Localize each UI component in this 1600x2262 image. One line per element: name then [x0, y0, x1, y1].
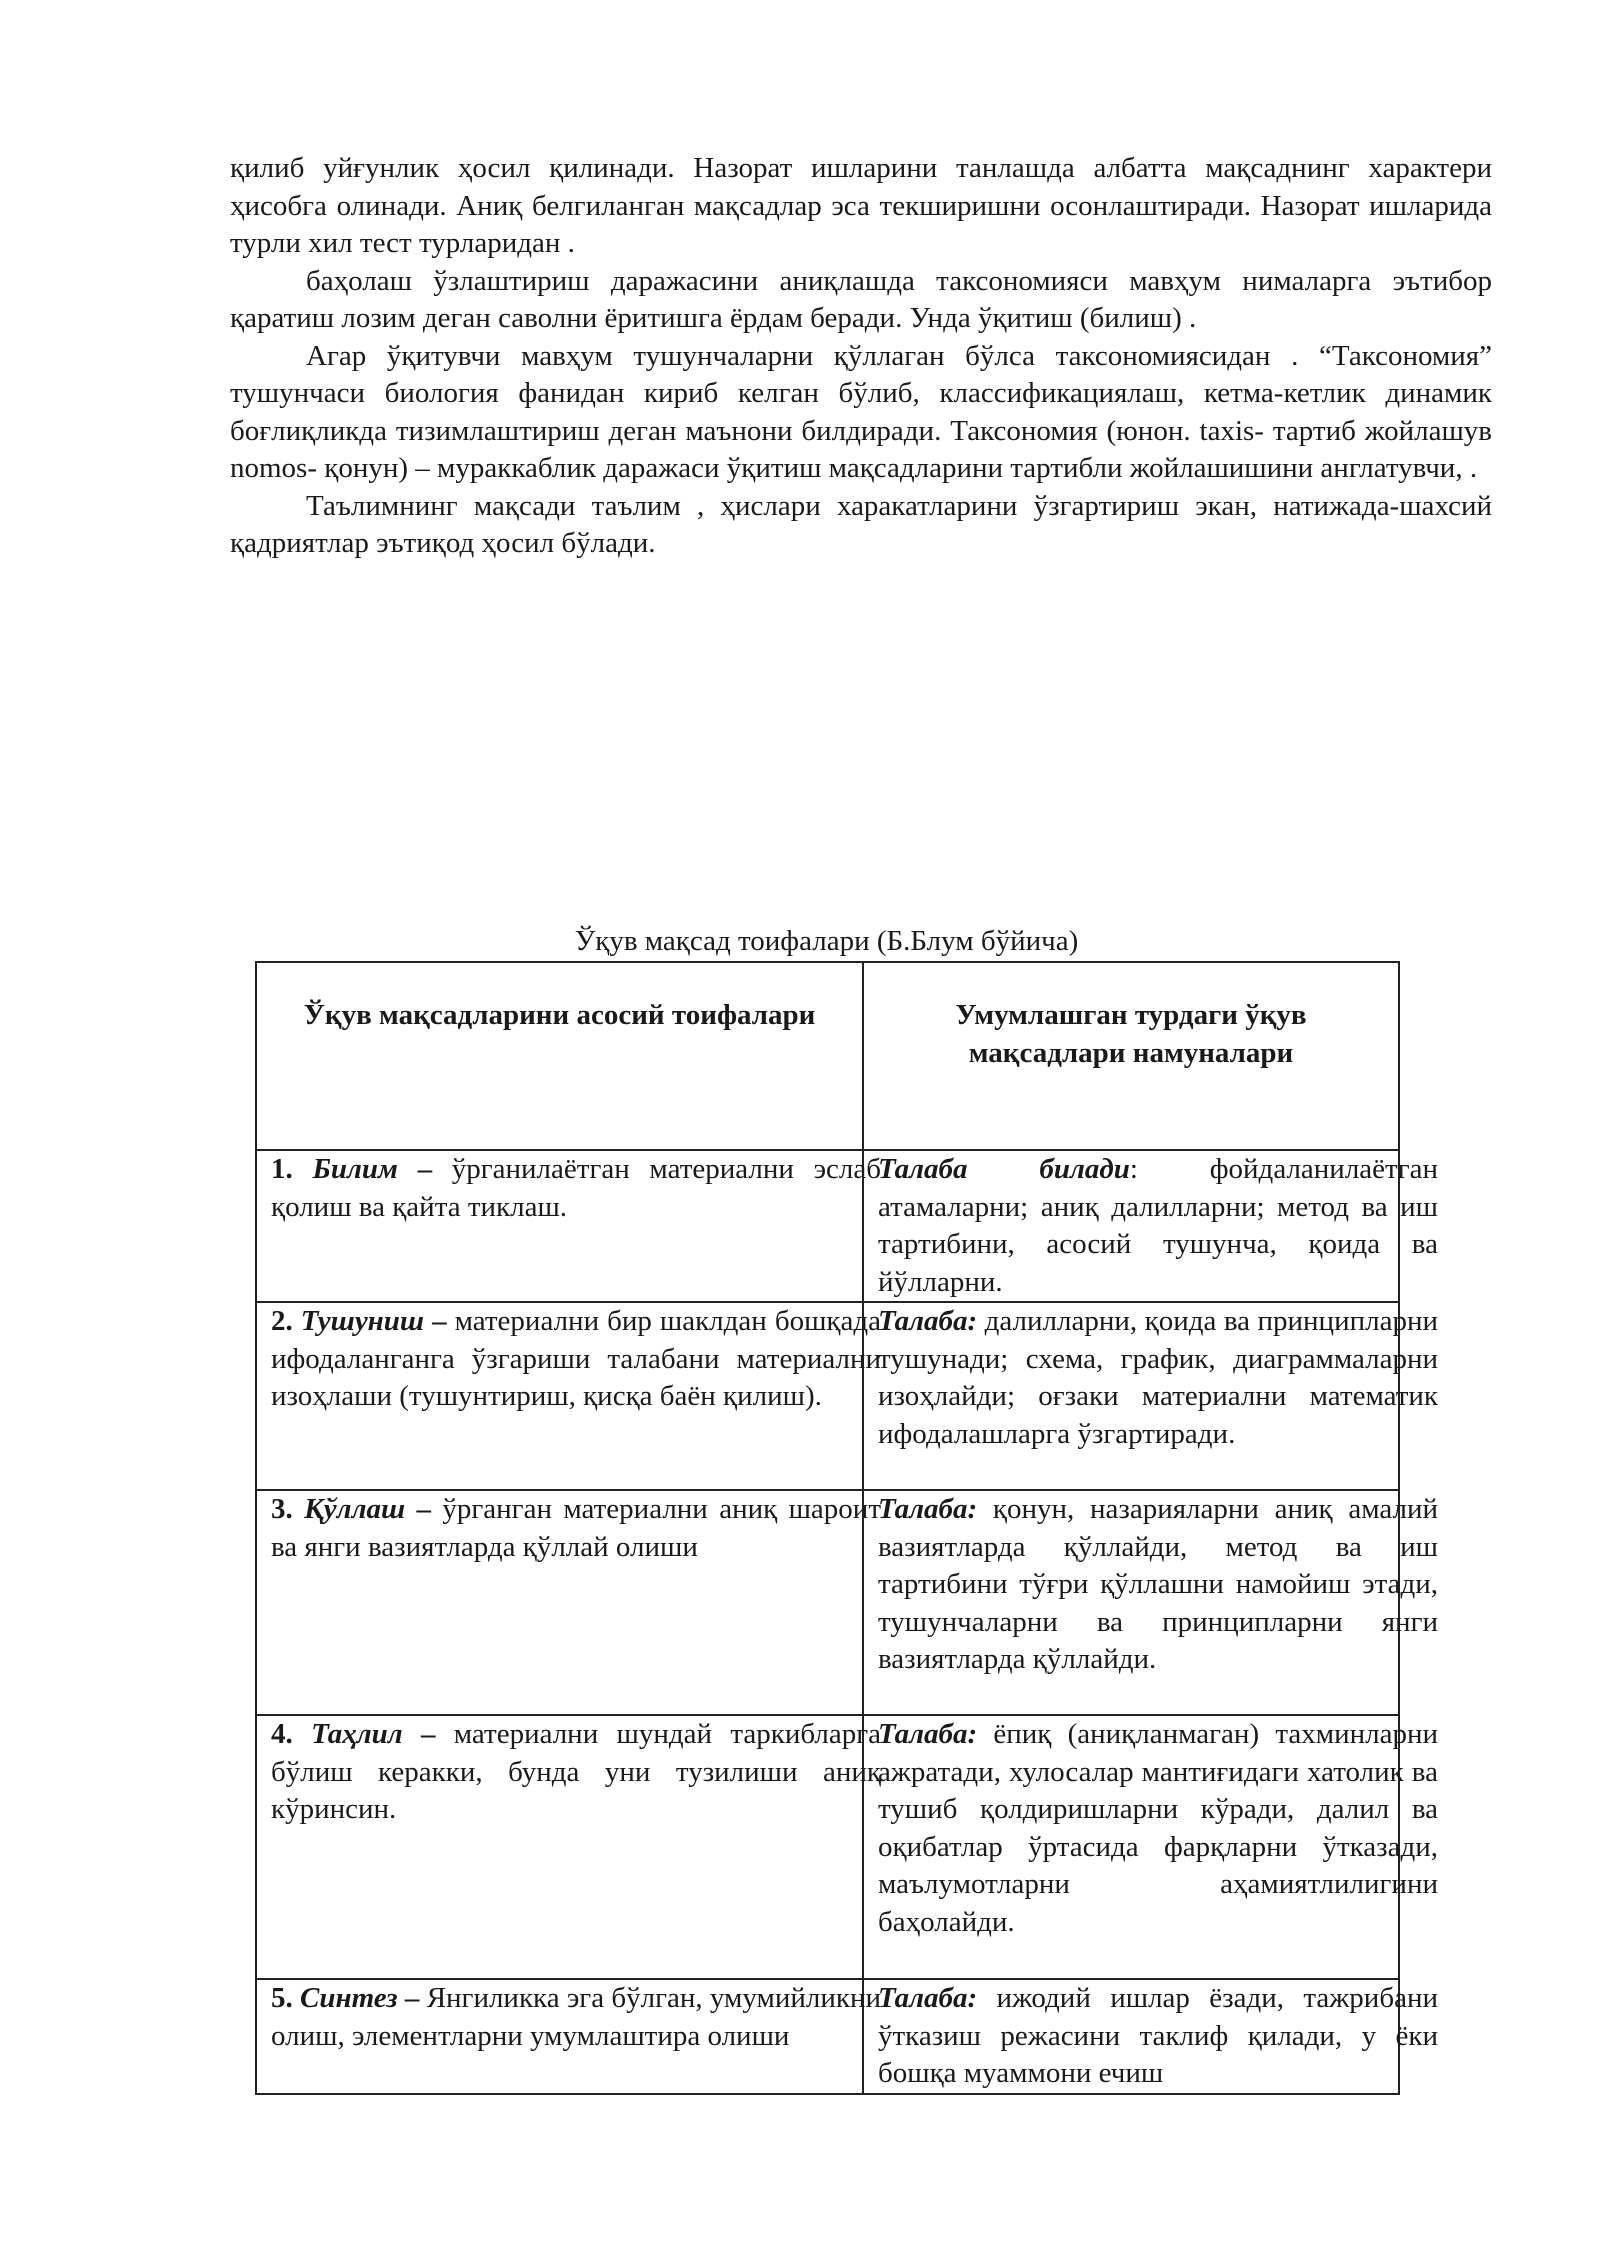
category-term: Таҳлил	[311, 1718, 403, 1750]
category-cell	[256, 1302, 881, 1490]
body-text	[230, 150, 1492, 563]
table-header-row	[256, 962, 1399, 1150]
example-cell	[863, 1150, 1438, 1302]
example-text: ижодий ишлар ёзади, тажрибани ўтказиш режасини таклиф қилади, у ёки бошқа муаммони ечиш	[878, 1982, 1438, 2089]
paragraph-4: Таълимнинг мақсади таълим , ҳислари харакатларини ўзгартириш экан, натижада-шахсий қадриятлар эътиқод ҳосил бўлади.	[230, 489, 1492, 559]
paragraph-2: баҳолаш ўзлаштириш даражасини аниқлашда таксономияси мавҳум нималарга эътибор қаратиш лозим деган саволни ёритишга ёрдам беради. Унда ўқитиш (билиш) .	[230, 264, 1492, 334]
example-cell	[863, 1715, 1438, 1979]
category-cell	[256, 1150, 881, 1302]
category-term: Синтез	[300, 1982, 398, 2014]
example-text: далилларни, қоида ва принципларни тушунади; схема, график, диаграммаларни изоҳлайди; оғзаки материални математик ифодалашларга ўзгартиради.	[878, 1305, 1438, 1450]
category-description: ўрганган материални аниқ шароит ва янги вазиятларда қўллай олиши	[271, 1493, 881, 1563]
table-body	[256, 1150, 1438, 2094]
category-dash: –	[397, 1153, 452, 1185]
category-number: 2.	[271, 1305, 293, 1337]
paragraph-1: қилиб уйғунлик ҳосил қилинади. Назорат ишларини танлашда албатта мақсаднинг характери ҳисобга олинади. Аниқ белгиланган мақсадлар эса текширишни осонлаштиради. Назорат ишларида турли хил тест турларидан .	[230, 152, 1492, 259]
category-dash: –	[424, 1305, 455, 1337]
table-row	[256, 1490, 1399, 1715]
category-description: материални шундай таркибларга бўлиш керакки, бунда уни тузилиши аниқ кўринсин.	[271, 1718, 881, 1825]
example-lead: Талаба:	[878, 1982, 978, 2014]
example-lead: Талаба:	[878, 1718, 978, 1750]
category-cell	[256, 1979, 882, 2094]
table-row	[256, 1150, 1399, 1302]
category-term: Билим	[312, 1153, 398, 1185]
category-dash: –	[402, 1718, 454, 1750]
category-number: 1.	[271, 1153, 293, 1185]
example-text: ёпиқ (аниқланмаган) тахминларни ажратади, хулосалар мантиғидаги хатолик ва тушиб қолдиришларни кўради, далил ва оқибатлар ўртасида фарқларни ўтказади, маълумотларни аҳамиятлилигини баҳолайди.	[878, 1718, 1438, 1938]
category-description: Янгиликка эга бўлган, умумийликни олиш, элементларни умумлаштира олиши	[271, 1982, 882, 2052]
category-cell	[256, 1715, 881, 1979]
example-cell	[863, 1979, 1438, 2094]
table-row	[256, 1715, 1399, 1979]
table-caption: Ўқув мақсад тоифалари (Б.Блум бўйича)	[574, 925, 1079, 957]
example-lead: Талаба:	[878, 1305, 978, 1337]
example-cell	[863, 1302, 1438, 1490]
table-row	[256, 1302, 1399, 1490]
example-lead-separator: :	[1129, 1153, 1138, 1185]
category-description: материални бир шаклдан бошқада ифодаланганга ўзгариши талабани материални изоҳлаши (тушунтириш, қисқа баён қилиш).	[271, 1305, 881, 1412]
category-number: 3.	[271, 1493, 293, 1525]
category-number: 4.	[271, 1718, 293, 1750]
example-lead: Талаба:	[878, 1493, 978, 1525]
bloom-taxonomy-table	[255, 961, 1438, 2095]
category-dash: –	[397, 1982, 427, 2014]
paragraph-3: Агар ўқитувчи мавҳум тушунчаларни қўллаган бўлса таксономиясидан . “Таксономия” тушунчаси биология фанидан кириб келган бўлиб, классификациялаш, кетма-кетлик динамик боғлиқликда тизимлаштириш деган маънони билдиради. Таксономия (юнон. taxis- тартиб жойлашув nomos- қонун) – мураккаблик даражаси ўқитиш мақсадларини тартибли жойлашишини англатувчи, .	[230, 339, 1492, 484]
example-text: фойдаланилаётган атамаларни; аниқ далилларни; метод ва иш тартибини, асосий тушунча, қоида ва йўлларни.	[878, 1153, 1438, 1298]
example-text: қонун, назарияларни аниқ амалий вазиятларда қўллайди, метод ва иш тартибини тўғри қўллашни намойиш этади, тушунчаларни ва принципларни янги вазиятларда қўллайди.	[878, 1493, 1438, 1675]
category-term: Қўллаш	[304, 1493, 406, 1525]
category-term: Тушуниш	[300, 1305, 425, 1337]
category-description: ўрганилаётган материални эслаб қолиш ва қайта тиклаш.	[271, 1153, 881, 1223]
example-lead: Талаба билади	[878, 1153, 1130, 1185]
category-cell	[256, 1490, 881, 1715]
example-cell	[863, 1490, 1438, 1715]
category-dash: –	[405, 1493, 443, 1525]
table-row	[256, 1979, 1399, 2094]
header-examples: Умумлашган турдаги ўқув мақсадлари намуналари	[863, 962, 1399, 1150]
header-categories: Ўқув мақсадларини асосий тоифалари	[256, 962, 863, 1150]
category-number: 5.	[271, 1982, 293, 2014]
